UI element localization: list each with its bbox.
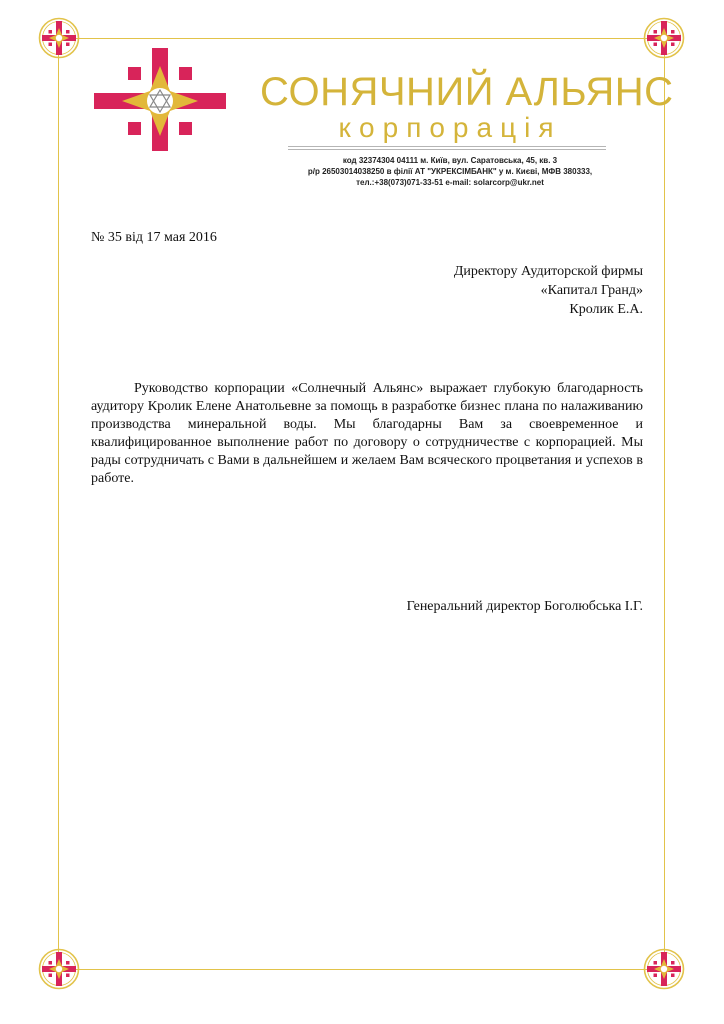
company-contacts-line: тел.:+38(073)071-33-51 e-mail: solarcorp@ukr.net (356, 178, 544, 187)
signature-line: Генеральний директор Боголюбська І.Г. (406, 599, 643, 614)
addressee-line: «Капитал Гранд» (540, 283, 643, 298)
company-requisites-line: р/р 26503014038250 в філії АТ "УКРЕКСІМБАНК" у м. Києві, МФВ 380333, (307, 167, 593, 176)
letter-number-date: № 35 від 17 мая 2016 (91, 230, 217, 245)
company-logo (90, 42, 230, 157)
addressee-line: Директору Аудиторской фирмы (453, 264, 643, 279)
company-type: корпорація (338, 112, 562, 143)
company-requisites-line: код 32374304 04111 м. Київ, вул. Саратовська, 45, кв. 3 (342, 156, 558, 165)
corner-emblem-bottom-left (37, 947, 81, 991)
corner-emblem-bottom-right (642, 947, 686, 991)
corner-emblem-top-left (37, 16, 81, 60)
addressee-block (454, 262, 643, 319)
corner-emblem-top-right (642, 16, 686, 60)
letterhead-divider (288, 149, 606, 150)
letter-body: Руководство корпорации «Солнечный Альянс» выражает глубокую благодарность аудитору Кролик Елене Анатольевне за помощь в разработке бизнес плана по налаживанию производства минеральной воды. Мы благодарны Вам за своевременное и квалифицированное выполнение работ по договору о сотрудничестве с корпорацией. Мы рады сотрудничать с Вами в дальнейшем и желаем Вам всяческого процветания и успехов в работе. (91, 381, 643, 486)
company-name: СОНЯЧНИЙ АЛЬЯНС (260, 70, 674, 114)
letterhead-divider (288, 146, 606, 147)
addressee-line: Кролик Е.А. (569, 302, 643, 317)
